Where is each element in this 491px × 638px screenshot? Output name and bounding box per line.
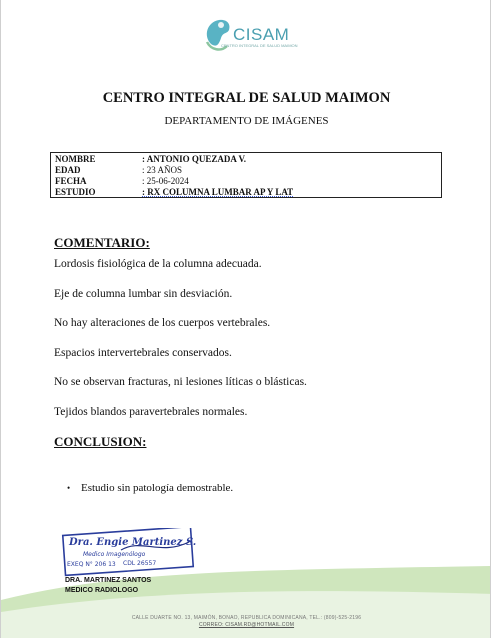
doctor-title: MEDICO RADIOLOGO <box>65 587 139 594</box>
info-label: FECHA <box>55 176 87 186</box>
info-label: ESTUDIO <box>55 187 96 197</box>
doctor-name: DRA. MARTINEZ SANTOS <box>65 577 152 584</box>
bullet-icon: • <box>67 483 71 493</box>
comentario-line: No se observan fracturas, ni lesiones líticas o blásticas. <box>54 376 307 388</box>
comentario-line: Lordosis fisiológica de la columna adecuada. <box>54 258 262 270</box>
info-value: : 25-06-2024 <box>142 176 189 186</box>
department-title: DEPARTAMENTO DE IMÁGENES <box>164 115 329 127</box>
comentario-line: No hay alteraciones de los cuerpos vertebrales. <box>54 317 271 329</box>
stamp-name: Dra. Engie Martinez S. <box>69 537 197 548</box>
comentario-line: Eje de columna lumbar sin desviación. <box>54 288 233 300</box>
logo-wordmark: CISAM <box>233 25 290 44</box>
footer-address: CALLE DUARTE NO. 13, MAIMÓN, BONAO, REPUBLICA DOMINICANA, TEL.: (809)-525-2196 <box>131 615 362 621</box>
doctor-stamp <box>61 528 201 578</box>
stamp-role: Medico Imagenólogo <box>83 551 146 558</box>
stamp-cmd: CDL 26557 <box>123 560 157 567</box>
info-label: EDAD <box>55 165 81 175</box>
page-title: CENTRO INTEGRAL DE SALUD MAIMON <box>102 90 391 106</box>
conclusion-heading: CONCLUSION: <box>54 434 147 449</box>
logo-tagline: CENTRO INTEGRAL DE SALUD MAIMON <box>221 43 298 48</box>
comentario-heading: COMENTARIO: <box>54 235 150 250</box>
signature-block <box>65 576 151 596</box>
info-value: : RX COLUMNA LUMBAR AP Y LAT <box>142 187 294 197</box>
patient-info-box <box>50 152 442 198</box>
comentario-line: Espacios intervertebrales conservados. <box>54 347 232 359</box>
info-label: NOMBRE <box>55 154 96 164</box>
info-value: : ANTONIO QUEZADA V. <box>142 154 247 164</box>
stamp-exeq: EXEQ N° 206 13 <box>67 561 116 568</box>
conclusion-item: Estudio sin patología demostrable. <box>81 482 234 494</box>
footer-email[interactable]: CORREO: CISAM.RD@HOTMAIL.COM <box>198 622 295 628</box>
comentario-line: Tejidos blandos paravertebrales normales. <box>54 406 248 418</box>
info-value: : 23 AÑOS <box>142 165 183 175</box>
